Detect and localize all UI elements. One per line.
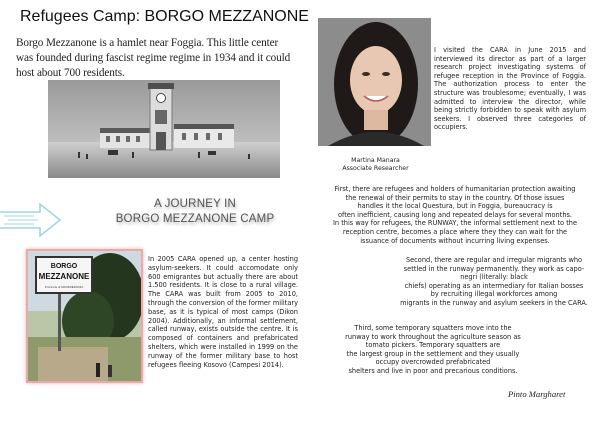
- sign-photo: [26, 249, 143, 383]
- sign-line-1: BORGO: [50, 263, 78, 270]
- text-line: reception centre, becomes a place where they they can wait for the: [342, 227, 568, 236]
- text-line: the largest group in the settlement and they usually: [346, 349, 520, 358]
- text-line: issuance of documents without incurring living expenses.: [360, 236, 550, 245]
- camp-photo: [48, 80, 280, 178]
- intro-text: Borgo Mezzanone is a hamlet near Foggia. This little center was founded during fascist regime regime in 1934 and it could host about 700 residents.: [16, 37, 291, 79]
- author-caption: [318, 157, 433, 173]
- journey-line-2: BORGO MEZZANONE CAMP: [115, 213, 275, 225]
- paragraph-first: [318, 185, 592, 245]
- author-name: Martina Manara: [351, 157, 400, 164]
- text-line: the renewal of their permits to stay in the country. Of those issues: [345, 193, 565, 202]
- text-line: In this way for refugees, the RUNWAY, the informal settlement next to the: [332, 219, 578, 228]
- author-portrait: [318, 18, 431, 146]
- sign-line-2: MEZZANONE: [38, 272, 90, 281]
- text-line: Third, some temporary squatters move into the: [354, 324, 512, 332]
- text-line: migrants in the runway and asylum seekers in the CARA.: [400, 298, 588, 307]
- text-line: runway to work throughout the agriculture season as: [345, 332, 521, 341]
- right-intro-text: I visited the CARA in June 2015 and interviewed its director as part of a larger research project investigating systems of refugee reception in the Province of Foggia. The authorization process to enter the structure was troublesome; eventually, I was admitted to interview the director, while being strictly forbidden to speak with asylum seekers. I observed three categories of occupiers.: [434, 46, 586, 132]
- author-role: Associate Researcher: [342, 165, 409, 172]
- paragraph-third: [318, 324, 548, 376]
- text-line: negri (literally: black: [460, 273, 528, 282]
- text-line: Second, there are regular and irregular migrants who: [405, 256, 583, 264]
- text-line: shelters and live in poor and precarious conditions.: [348, 366, 518, 375]
- text-line: settled in the runway permanently. they work as capo-: [403, 264, 585, 273]
- journey-line-1: A JOURNEY IN: [153, 198, 237, 210]
- text-line: often inefficient, causing long and repeated delays for several months.: [337, 210, 573, 219]
- text-line: First, there are refugees and holders of humanitarian protection awaiting: [334, 185, 576, 193]
- text-line: occupy overcrowded prefabricated: [375, 358, 491, 367]
- signature: Pinto Margharet: [508, 389, 566, 399]
- left-body-text: In 2005 CARA opened up, a center hosting asylum-seekers. It could accomodate only 600 emigrantes but actually there are about 1.500 residents. It is close to a rural village. The CARA was built from 2005 to 2010, through the conversion of the former military base, as it is typical of most camps (Dikon 2004). Additionally, an informal settlement, called runway, exists outside the centre. It is composed of containers and prefabricated shelters, which were installed in 1999 on the runway of the former military base to host refugees fleeing Kosovo (Campesi 2014).: [148, 255, 298, 369]
- text-line: handles it the local Questura, but in Foggia, bureaucracy is: [357, 202, 553, 211]
- sign-line-3: Provincia di MANFREDONIA: [44, 285, 84, 289]
- journey-heading: [100, 197, 290, 227]
- paragraph-second: [396, 256, 592, 308]
- page-title: Refugees Camp: BORGO MEZZANONE: [20, 8, 309, 25]
- arrow-right-icon: [0, 200, 62, 240]
- text-line: tomato pickers. Temporary squatters are: [365, 341, 501, 350]
- text-line: by recruiting illegal workforces among: [430, 290, 558, 299]
- text-line: chiefs) operating as an intermediary for Italian bosses: [404, 281, 584, 290]
